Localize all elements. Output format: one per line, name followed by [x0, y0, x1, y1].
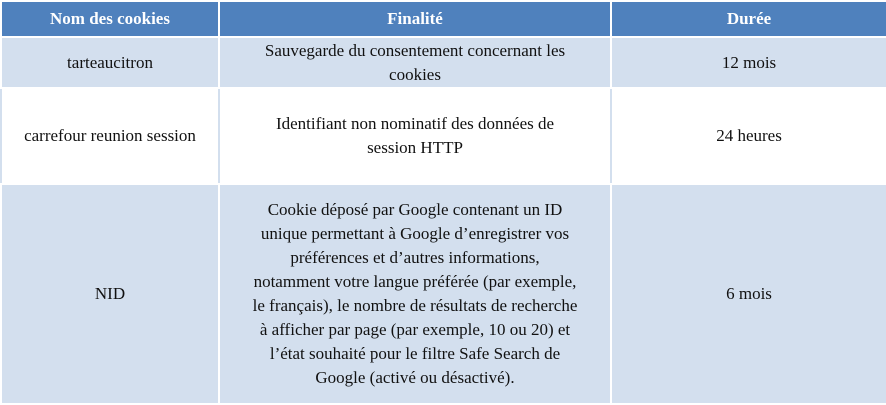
purpose-line: le français), le nombre de résultats de recherche	[252, 296, 578, 315]
cookie-purpose-cell	[219, 184, 611, 404]
cookie-purpose-cell	[219, 88, 611, 184]
cookie-purpose-cell	[219, 37, 611, 88]
header-cookie-name: Nom des cookies	[1, 1, 219, 37]
cookie-duration-cell: 6 mois	[611, 184, 886, 404]
cookie-name-cell: NID	[1, 184, 219, 404]
table-row	[1, 37, 886, 88]
purpose-line: Google (activé ou désactivé).	[315, 368, 515, 387]
purpose-line: Identifiant non nominatif des données de	[275, 114, 555, 133]
table-row	[1, 88, 886, 184]
cookie-duration-cell: 24 heures	[611, 88, 886, 184]
cookie-name-cell: carrefour reunion session	[1, 88, 219, 184]
cookie-name-cell: tarteaucitron	[1, 37, 219, 88]
purpose-line: préférences et d’autres informations,	[290, 248, 540, 267]
cookie-duration-cell: 12 mois	[611, 37, 886, 88]
purpose-line: Sauvegarde du consentement concernant les	[264, 40, 566, 60]
table-row	[1, 184, 886, 404]
purpose-line: cookies	[389, 64, 441, 84]
table-header-row	[1, 1, 886, 37]
purpose-line: l’état souhaité pour le filtre Safe Search de	[269, 344, 561, 363]
purpose-line: à afficher par page (par exemple, 10 ou 20) et	[259, 320, 571, 339]
purpose-line: Cookie déposé par Google contenant un ID	[267, 200, 563, 219]
header-purpose: Finalité	[219, 1, 611, 37]
purpose-line: notamment votre langue préférée (par exemple,	[253, 272, 577, 291]
purpose-line: unique permettant à Google d’enregistrer vos	[260, 224, 570, 243]
purpose-line: session HTTP	[367, 138, 463, 157]
header-duration: Durée	[611, 1, 886, 37]
